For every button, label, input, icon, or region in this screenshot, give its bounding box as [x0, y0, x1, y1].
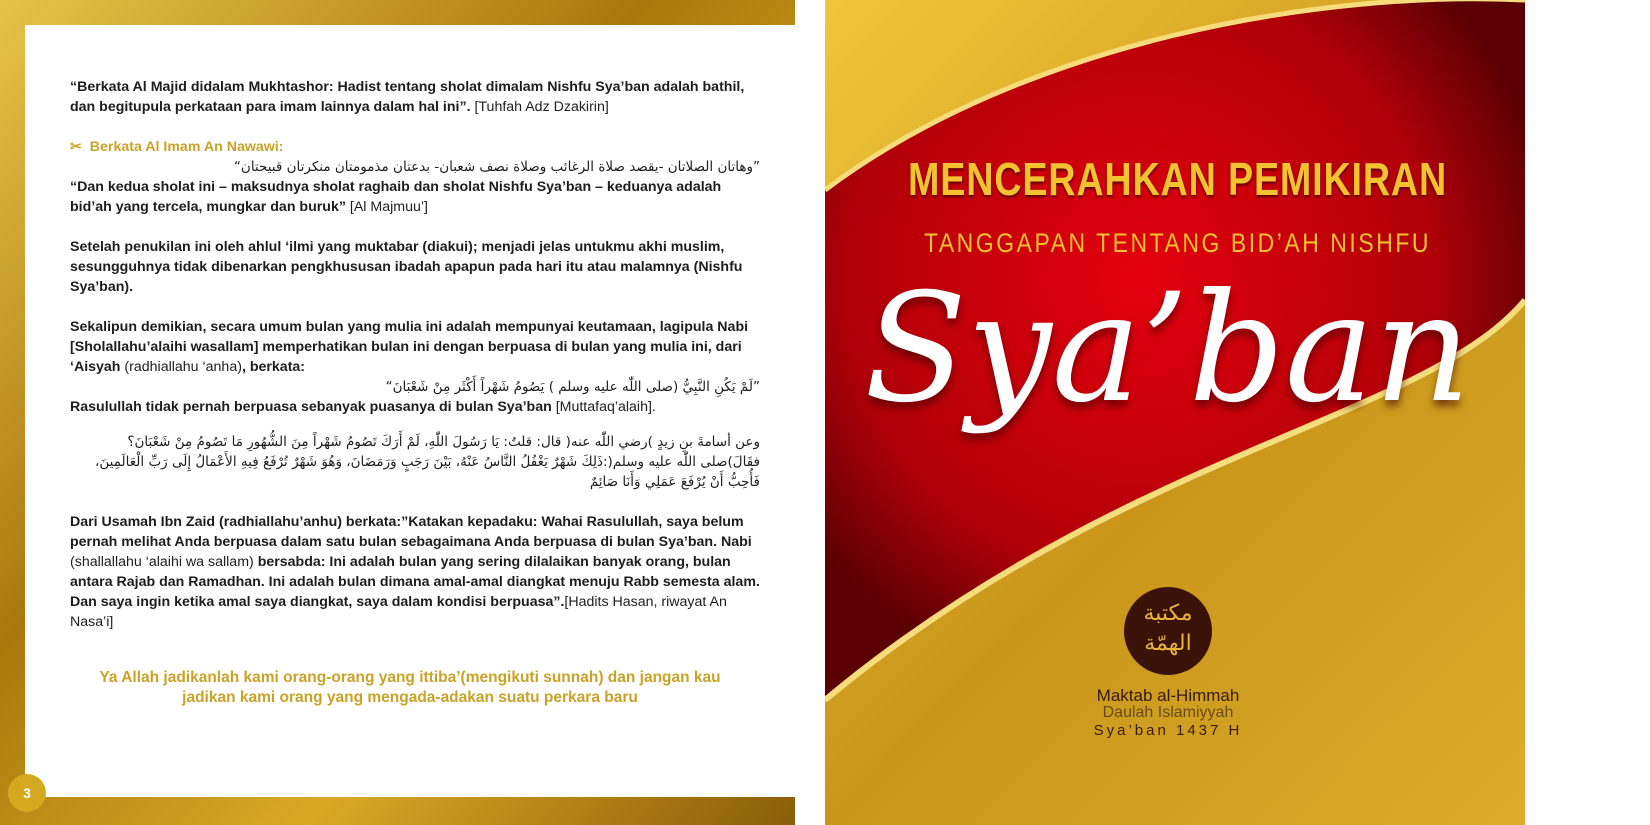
arabic-hadith-aisyah: ”لَمْ يَكُنِ النَّبِيُّ (صلى اللّٰه عليه وسلم ) يَصُومُ شَهْراً أَكْثَر مِنْ شَعْبَانَ“ [385, 379, 760, 395]
arabic-quote-nawawi: ”وهاتان الصلاتان -يقصد صلاة الرغائب وصلاة نصف شعبان- بدعتان مذمومتان منكرتان قبيحتان“ [233, 159, 760, 175]
cover-subtitle: TANGGAPAN TENTANG BID’AH NISHFU [923, 228, 1432, 258]
paragraph-nawawi: “Dan kedua sholat ini – maksudnya sholat raghaib dan sholat Nishfu Sya’ban – keduanya adalah bid’ah yang tercela, mungkar dan buruk” [Al Majmuu’] [70, 179, 722, 215]
cover-page [825, 0, 1650, 825]
cover-title: MENCERAHKAN PEMIKIRAN [907, 153, 1448, 205]
closing-prayer: Ya Allah jadikanlah kami orang-orang yang ittiba’(mengikuti sunnah) dan jangan kau jadikan kami orang yang mengada-adakan suatu perkara baru [99, 669, 721, 706]
publisher-location: Daulah Islamiyyah [1102, 704, 1234, 721]
paragraph-usamah: Dari Usamah Ibn Zaid (radhiallahu’anhu) berkata:”Katakan kepadaku: Wahai Rasulullah, saya belum pernah melihat Anda berpuasa dalam satu bulan sebagaimana Anda berpuasa di bulan Sya’ban. Nabi (shallallahu ‘alaihi wa sallam) bersabda: Ini adalah bulan yang sering dilalaikan banyak orang, bulan antara Rajab dan Ramadhan. Ini adalah bulan dimana amal-amal diangkat menuju Rabb semesta alam. Dan saya ingin ketika amal saya diangkat, saya dalam kondisi berpuasa”.[Hadits Hasan, riwayat An Nasa’i] [70, 514, 760, 630]
ornament-icon: ✂ [70, 139, 90, 155]
paragraph-rasulullah: Rasulullah tidak pernah berpuasa sebanyak puasanya di bulan Sya’ban [Muttafaq’alaih]. [70, 399, 656, 415]
heading-nawawi: ✂ Berkata Al Imam An Nawawi: [70, 139, 284, 155]
publication-date: Sya’ban 1437 H [1093, 722, 1243, 739]
page-gutter [795, 0, 825, 825]
paragraph-virtue: Sekalipun demikian, secara umum bulan yang mulia ini adalah mempunyai keutamaan, lagipula Nabi [Sholallahu’alaihi wasallam] memperhatikan bulan ini dengan berpuasa di bulan yang mulia ini, dari ‘Aisyah (radhiallahu ‘anha), berkata: [70, 319, 749, 375]
arabic-hadith-usamah: وعن أسامةَ بنِ زيدٍ )رضي اللّٰه عنه( قال: قلتُ: يَا رَسُولَ اللّٰهِ، لَمْ أَرَكَ تَصُومُ شَهْراً مِنَ الشُّهُورِ مَا تَصُومُ مِنْ شَعْبَانَ؟ فقَالَ)صلى اللّٰه عليه وسلم(:ذَلِكَ شَهْرٌ يَغْفُلُ النَّاسُ عَنْهُ، بَيْنَ رَجَبٍ وَرَمَضَانَ، وَهُوَ شَهْرٌ تُرْفَعُ فِيهِ الأَعْمَالُ إِلَى رَبِّ الْعَالَمِينَ، فَأُحِبُّ أَنْ يُرْفَعَ عَمَلِي وَأَنَا صَائِمٌ [95, 434, 760, 490]
paragraph-conclusion: Setelah penukilan ini oleh ahlul ‘ilmi yang muktabar (diakui); menjadi jelas untukmu akhi muslim, sesungguhnya tidak dibenarkan pengkhususan ibadah apapun pada hari itu atau malamnya (Nishfu Sya’ban). [70, 239, 743, 295]
publisher-name: Maktab al-Himmah [1096, 686, 1240, 705]
publisher-logo: مكتبة الهمّة [1124, 587, 1212, 675]
cover-script-title: Sya’ban [864, 262, 1471, 436]
paragraph-majid: “Berkata Al Majid didalam Mukhtashor: Hadist tentang sholat dimalam Nishfu Sya’ban adalah bathil, dan begitupula perkataan para imam lainnya dalam hal ini”. [Tuhfah Adz Dzakirin] [70, 79, 745, 115]
page-number: 3 [8, 774, 46, 812]
